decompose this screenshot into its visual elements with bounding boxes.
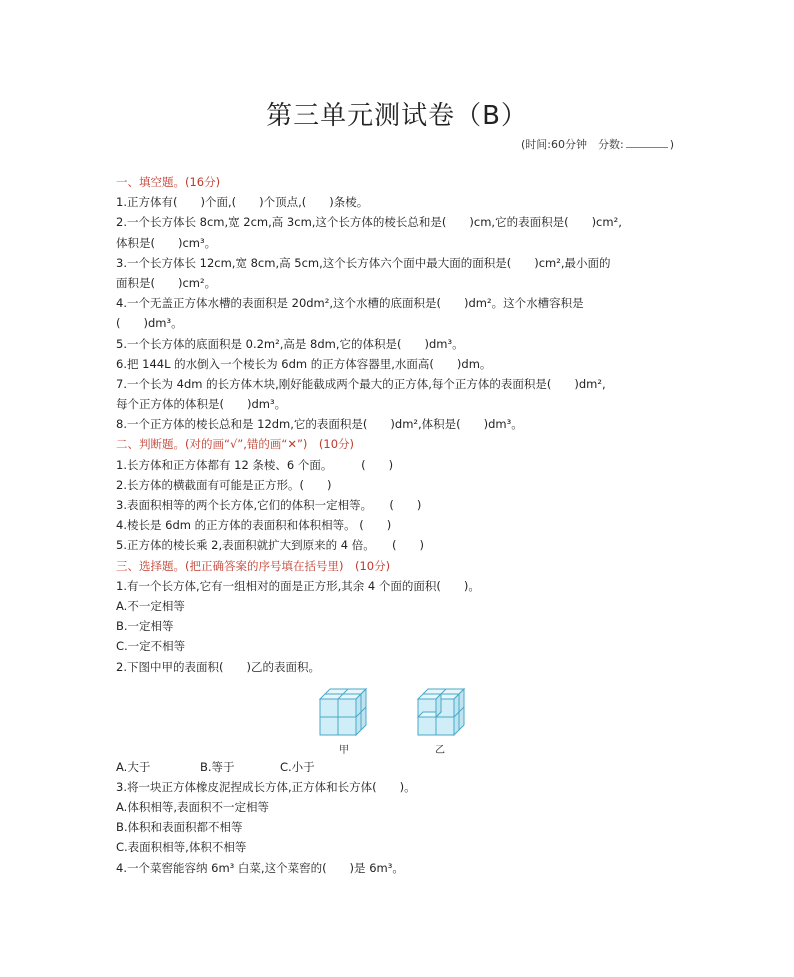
- question-line: 2.下图中甲的表面积( )乙的表面积。: [116, 659, 320, 674]
- choice-option: C.小于: [280, 759, 315, 774]
- question-line: C.表面积相等,体积不相等: [116, 840, 247, 855]
- question-line: 5.正方体的棱长乘 2,表面积就扩大到原来的 4 倍。 ( ): [116, 538, 424, 553]
- question-line: 5.一个长方体的底面积是 0.2m²,高是 8dm,它的体积是( )dm³。: [116, 336, 464, 351]
- page-title: 第三单元测试卷（B）: [266, 101, 528, 131]
- question-line: 3.将一块正方体橡皮泥捏成长方体,正方体和长方体( )。: [116, 779, 416, 794]
- section-heading: 一、填空题。(16分): [116, 175, 221, 189]
- question-line: B.体积和表面积都不相等: [116, 820, 243, 835]
- cube-yi: [418, 689, 464, 735]
- question-line: 4.一个菜窖能容纳 6m³ 白菜,这个菜窖的( )是 6m³。: [116, 860, 404, 875]
- question-line: 3.一个长方体长 12cm,宽 8cm,高 5cm,这个长方体六个面中最大面的面积是( )cm²,最小面的: [116, 255, 611, 270]
- choice-options: [116, 757, 716, 777]
- question-line: 面积是( )cm²。: [116, 275, 217, 290]
- question-line: 4.棱长是 6dm 的正方体的表面积和体积相等。 ( ): [116, 518, 392, 533]
- question-line: C.一定不相等: [116, 639, 186, 654]
- question-line: ( )dm³。: [116, 316, 183, 331]
- question-line: 2.长方体的横截面有可能是正方形。( ): [116, 477, 332, 492]
- question-line: 7.一个长为 4dm 的长方体木块,刚好能截成两个最大的正方体,每个正方体的表面积是( )dm²,: [116, 376, 606, 391]
- cube-jia: [320, 689, 366, 735]
- exam-meta: [521, 136, 674, 152]
- question-line: 2.一个长方体长 8cm,宽 2cm,高 3cm,这个长方体的棱长总和是( )cm,它的表面积是( )cm²,: [116, 215, 622, 230]
- question-line: B.一定相等: [116, 619, 174, 634]
- question-line: 1.正方体有( )个面,( )个顶点,( )条棱。: [116, 195, 369, 210]
- score-blank[interactable]: [626, 137, 668, 148]
- section-heading: 二、判断题。(对的画“√”,错的画“✕”) (10分): [116, 437, 355, 452]
- question-line: 3.表面积相等的两个长方体,它们的体积一定相等。 ( ): [116, 498, 422, 512]
- exam-body: [116, 172, 716, 878]
- figure-cubes: [116, 677, 716, 757]
- question-line: 4.一个无盖正方体水槽的表面积是 20dm²,这个水槽的底面积是( )dm²。这个水槽容积是: [116, 296, 584, 311]
- question-line: A.体积相等,表面积不一定相等: [116, 800, 269, 815]
- section-heading: 三、选择题。(把正确答案的序号填在括号里) (10分): [116, 558, 391, 573]
- choice-option: A.大于: [116, 759, 151, 774]
- question-line: 6.把 144L 的水倒入一个棱长为 6dm 的正方体容器里,水面高( )dm。: [116, 356, 492, 371]
- figure-label-jia: 甲: [339, 744, 349, 756]
- question-line: 体积是( )cm³。: [116, 235, 217, 250]
- question-line: A.不一定相等: [116, 598, 185, 613]
- cube-figure-svg: [306, 679, 486, 757]
- meta-suffix: ): [669, 138, 674, 151]
- meta-prefix: (时间:60分钟 分数:: [521, 138, 624, 151]
- question-line: 每个正方体的体积是( )dm³。: [116, 397, 287, 412]
- question-line: 1.长方体和正方体都有 12 条棱、6 个面。 ( ): [116, 457, 394, 472]
- question-line: 8.一个正方体的棱长总和是 12dm,它的表面积是( )dm²,体积是( )dm³。: [116, 417, 523, 432]
- question-line: 1.有一个长方体,它有一组相对的面是正方形,其余 4 个面的面积( )。: [116, 578, 480, 593]
- choice-option: B.等于: [200, 759, 235, 774]
- figure-label-yi: 乙: [435, 744, 445, 756]
